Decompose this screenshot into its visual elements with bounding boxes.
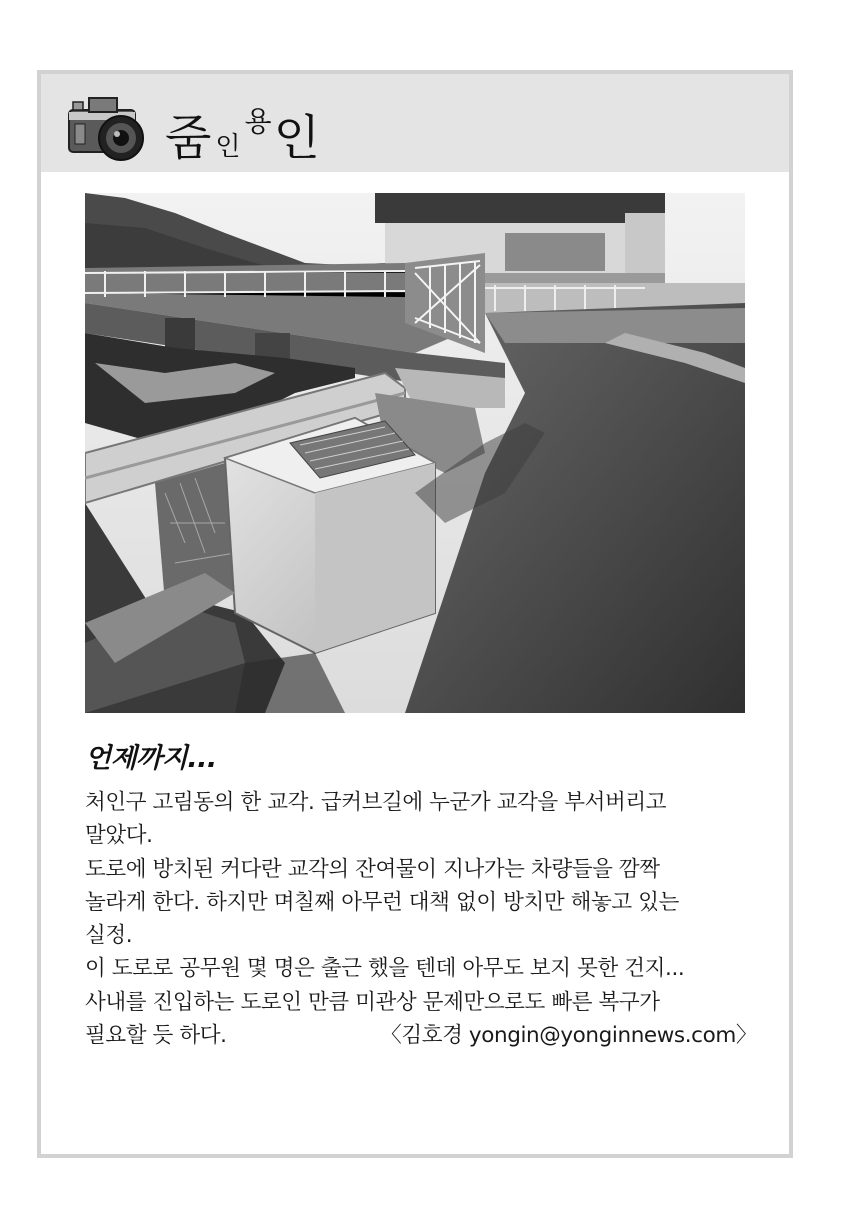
article-last-line — [85, 1019, 757, 1052]
article-body — [85, 786, 757, 1052]
byline: 〈김호경 yongin@yonginnews.com〉 — [380, 1023, 757, 1049]
article-line: 이 도로로 공무원 몇 명은 출근 했을 텐데 아무도 보지 못한 건지... — [85, 956, 685, 982]
camera-icon — [67, 90, 151, 166]
title-char-2: 인 — [215, 132, 241, 162]
title-char-4: 인 — [273, 110, 320, 166]
column-title — [165, 92, 320, 166]
title-char-1: 줌 — [165, 110, 212, 166]
article-line: 실정. — [85, 923, 133, 949]
article-line: 말았다. — [85, 823, 153, 849]
article-line: 처인구 고림동의 한 교각. 급커브길에 누군가 교각을 부서버리고 — [85, 790, 667, 815]
article-line: 사내를 진입하는 도로인 만큼 미관상 문제만으로도 빠른 복구가 — [85, 989, 660, 1015]
article-line: 필요할 듯 하다. — [85, 1023, 227, 1049]
news-photo — [85, 193, 745, 713]
title-char-3: 용 — [244, 105, 272, 138]
column-box — [37, 70, 793, 1158]
article-headline: 언제까지... — [85, 743, 217, 774]
column-header — [41, 74, 789, 172]
article-line: 도로에 방치된 커다란 교각의 잔여물이 지나가는 차량들을 깜짝 — [85, 856, 660, 882]
article-line: 놀라게 한다. 하지만 며칠째 아무런 대책 없이 방치만 해놓고 있는 — [85, 889, 679, 915]
